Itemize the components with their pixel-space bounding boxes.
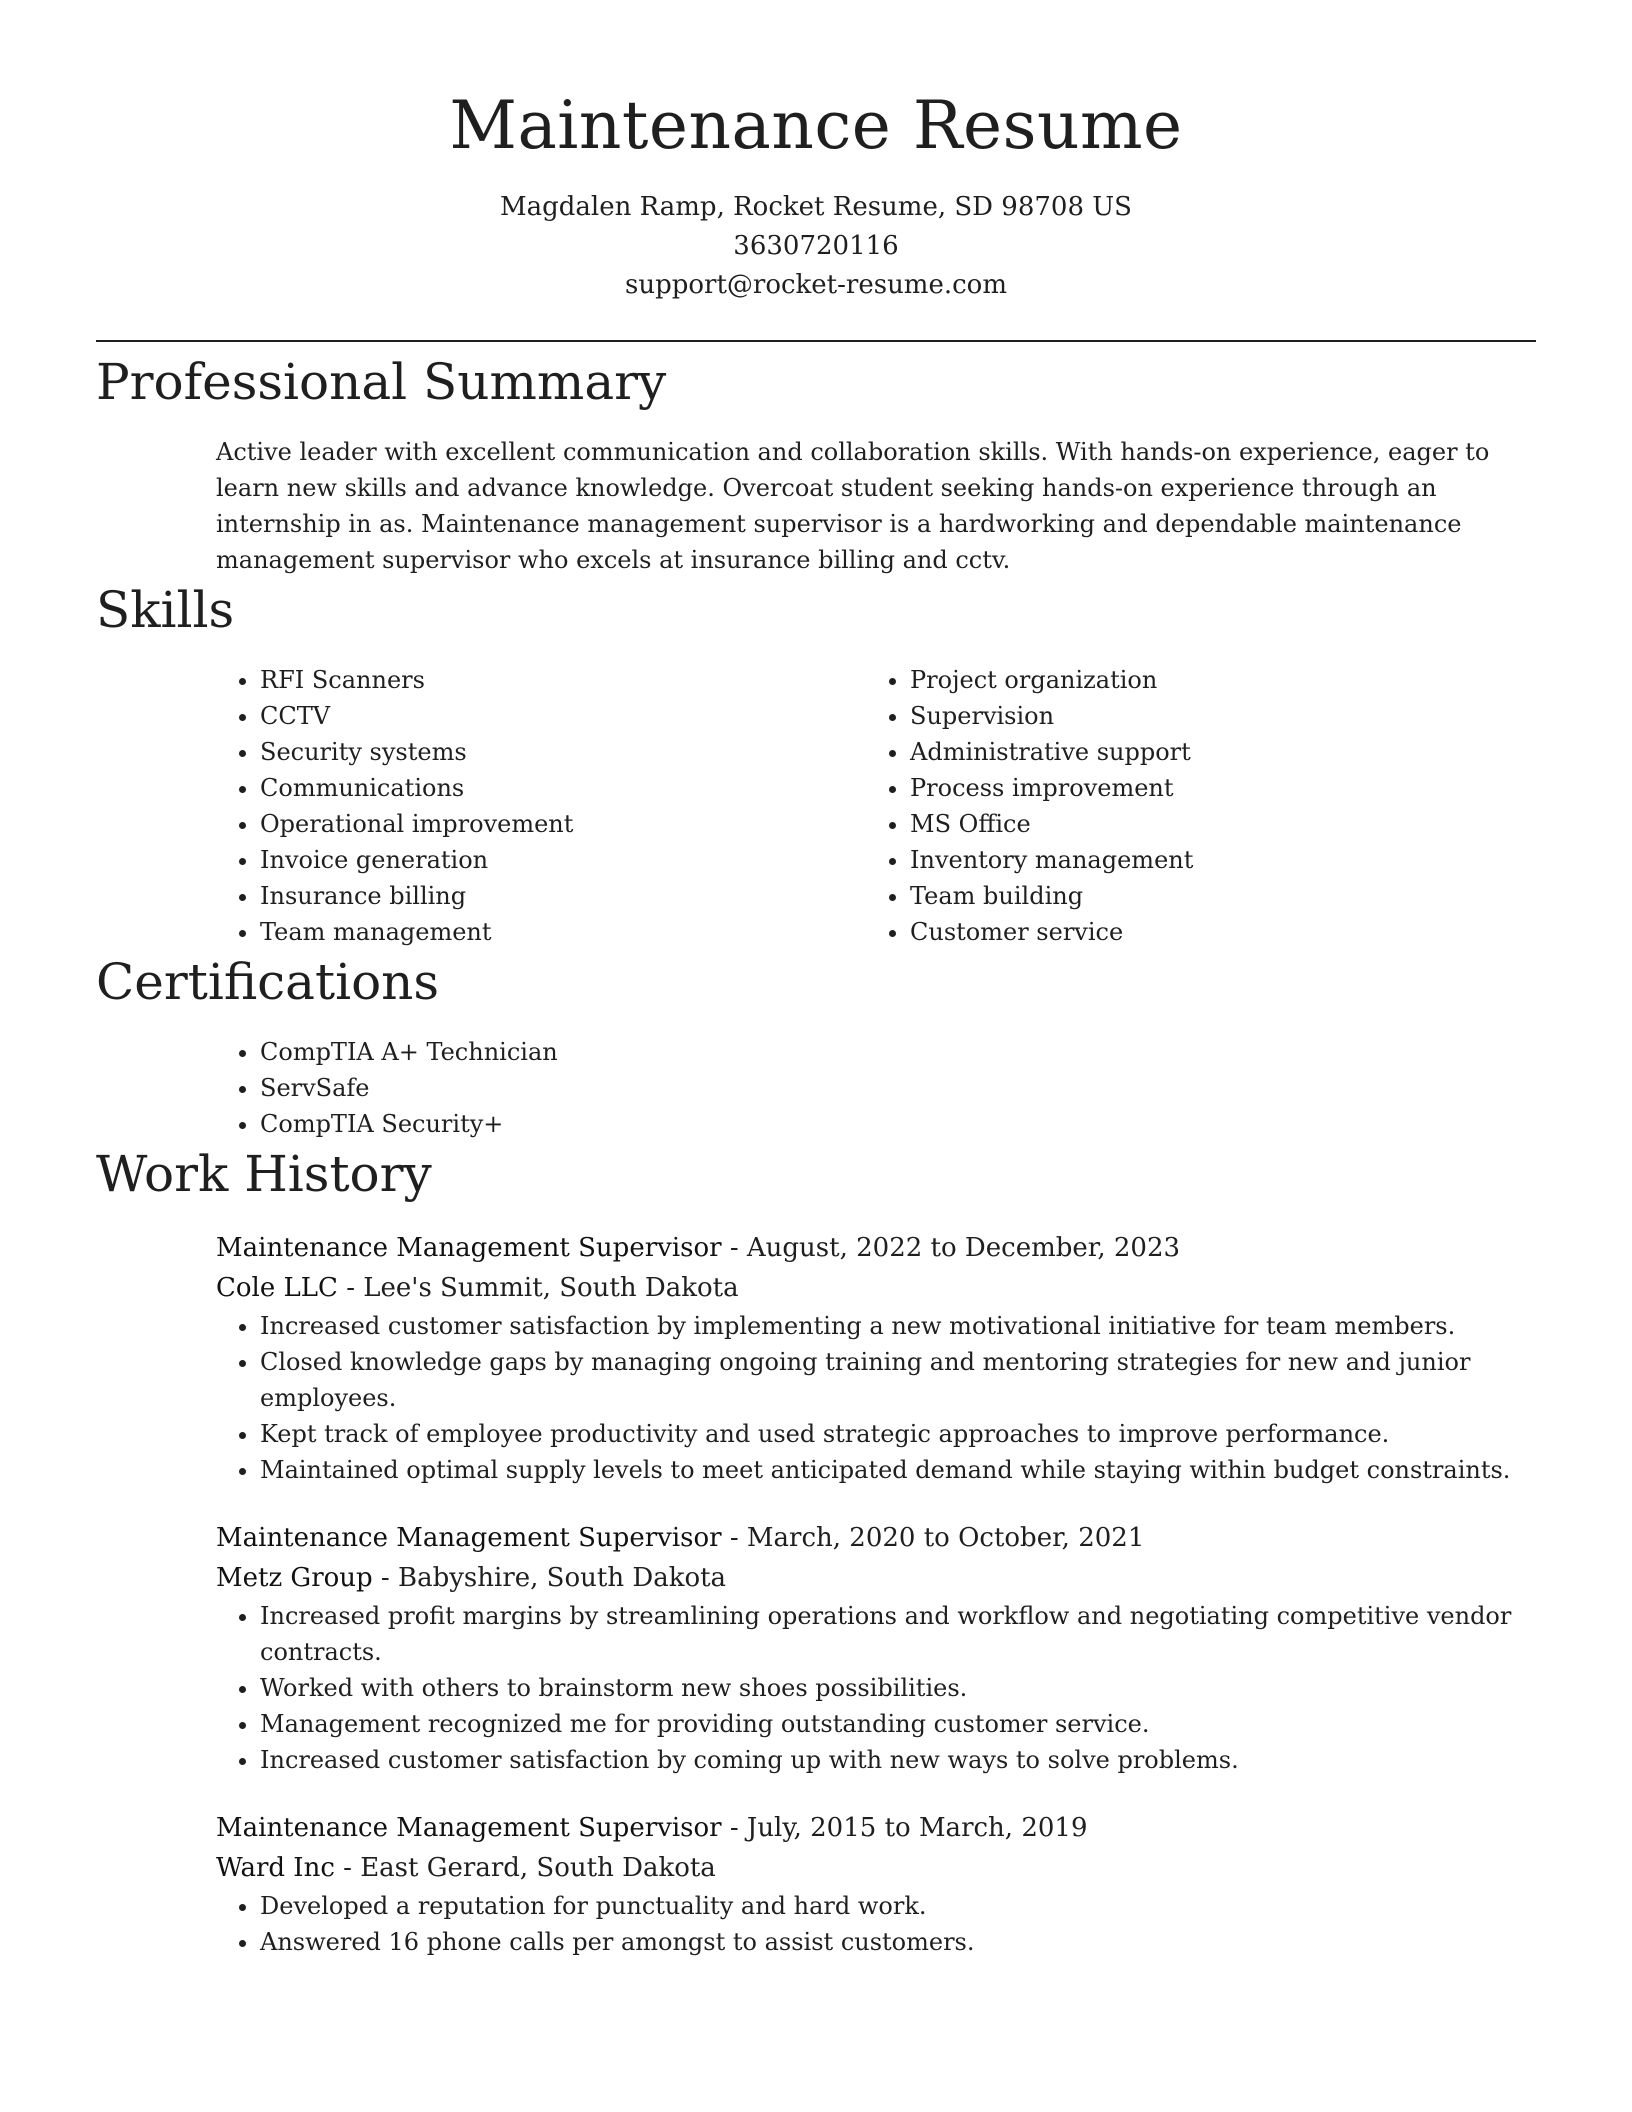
job-title: Maintenance Management Supervisor [216,1523,722,1553]
job-bullet: • Kept track of employee productivity and used strategic approaches to improve performance. [260,1416,1536,1452]
skill-item: • RFI Scanners [260,662,866,698]
skills-column-right [866,662,1516,950]
job-bullet: • Increased customer satisfaction by coming up with new ways to solve problems. [260,1742,1536,1778]
job-entry [216,1228,1536,1488]
certifications-heading: Certifications [96,953,440,1011]
job-company: Ward Inc [216,1853,335,1883]
address-text: Magdalen Ramp, Rocket Resume, SD 98708 US [499,192,1132,222]
job-bullets [216,1598,1536,1778]
certification-item: • CompTIA Security+ [260,1106,1536,1142]
job-bullet: • Developed a reputation for punctuality and hard work. [260,1888,1536,1924]
job-entry [216,1808,1536,1960]
job-title: Maintenance Management Supervisor [216,1233,722,1263]
job-location: - Lee's Summit, South Dakota [337,1273,739,1303]
job-company: Cole LLC [216,1273,338,1303]
job-company-line [216,1558,1536,1598]
skill-item: • Administrative support [910,734,1516,770]
skill-item: • Supervision [910,698,1516,734]
job-bullet: • Worked with others to brainstorm new shoes possibilities. [260,1670,1536,1706]
job-company: Metz Group [216,1563,373,1593]
work-history-heading: Work History [96,1145,432,1203]
summary-text: Active leader with excellent communication and collaboration skills. With hands-on experience, eager to learn new skills and advance knowledge. Overcoat student seeking hands-on experience through an internship in as. Maintenance management supervisor is a hardworking and dependable maintenance management supervisor who excels at insurance billing and cctv. [216,438,1490,574]
job-company-line [216,1848,1536,1888]
job-title-line [216,1808,1536,1848]
job-bullets [216,1308,1536,1488]
skills-column-left [216,662,866,950]
job-title-line [216,1518,1536,1558]
skill-item: • Team management [260,914,866,950]
job-bullet: • Answered 16 phone calls per amongst to assist customers. [260,1924,1536,1960]
header-divider [96,340,1536,342]
certification-item: • ServSafe [260,1070,1536,1106]
skill-item: • Communications [260,770,866,806]
skill-item: • Customer service [910,914,1516,950]
job-bullet: • Increased customer satisfaction by implementing a new motivational initiative for team members. [260,1308,1536,1344]
job-dates: - July, 2015 to March, 2019 [721,1813,1088,1843]
skill-item: • Inventory management [910,842,1516,878]
skill-item: • CCTV [260,698,866,734]
skill-item: • Security systems [260,734,866,770]
skill-item: • Process improvement [910,770,1516,806]
skill-item: • Team building [910,878,1516,914]
job-bullet: • Maintained optimal supply levels to meet anticipated demand while staying within budget constraints. [260,1452,1536,1488]
email-text: support@rocket-resume.com [624,270,1007,300]
job-bullet: • Closed knowledge gaps by managing ongoing training and mentoring strategies for new and junior employees. [260,1344,1536,1416]
job-bullet: • Increased profit margins by streamlining operations and workflow and negotiating competitive vendor contracts. [260,1598,1536,1670]
skills-heading: Skills [96,581,235,639]
resume-title: Maintenance Resume [449,87,1183,164]
summary-heading: Professional Summary [96,353,667,411]
job-bullets [216,1888,1536,1960]
job-dates: - August, 2022 to December, 2023 [721,1233,1181,1263]
job-title-line [216,1228,1536,1268]
job-company-line [216,1268,1536,1308]
skill-item: • Project organization [910,662,1516,698]
skill-item: • Operational improvement [260,806,866,842]
job-location: - Babyshire, South Dakota [372,1563,727,1593]
contact-block [96,188,1536,305]
job-entry [216,1518,1536,1778]
skill-item: • Invoice generation [260,842,866,878]
job-title: Maintenance Management Supervisor [216,1813,722,1843]
job-bullet: • Management recognized me for providing outstanding customer service. [260,1706,1536,1742]
job-location: - East Gerard, South Dakota [334,1853,716,1883]
certification-item: • CompTIA A+ Technician [260,1034,1536,1070]
job-dates: - March, 2020 to October, 2021 [721,1523,1145,1553]
skills-grid [216,662,1536,950]
certifications-list [216,1034,1536,1142]
skill-item: • Insurance billing [260,878,866,914]
phone-text: 3630720116 [733,231,899,261]
resume-header [96,0,1536,305]
skill-item: • MS Office [910,806,1516,842]
